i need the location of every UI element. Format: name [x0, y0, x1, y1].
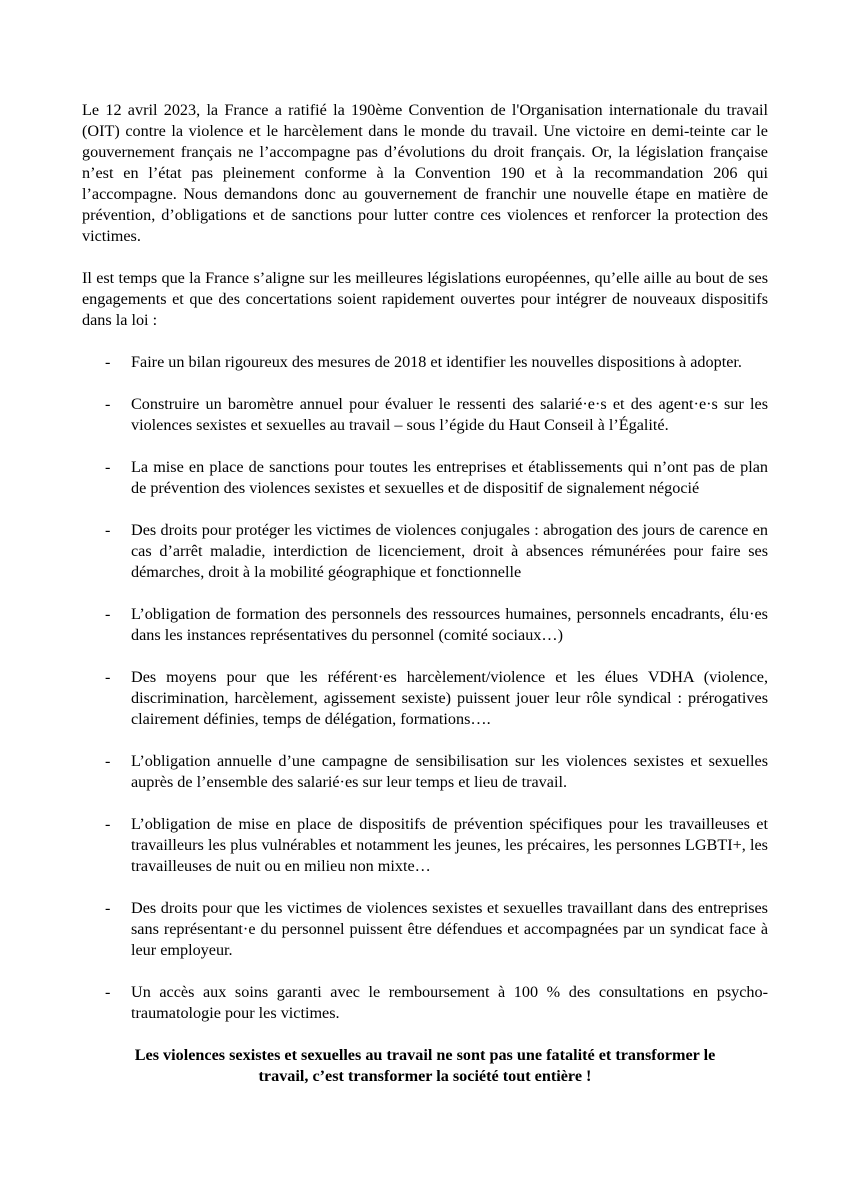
- list-item-text: L’obligation de formation des personnels des ressources humaines, personnels encadrants, élu·es dans les instances représentatives du personnel (comité sociaux…): [131, 605, 768, 644]
- list-item: [82, 520, 768, 583]
- bullet-dash: -: [105, 395, 111, 413]
- intro-paragraph-2: Il est temps que la France s’aligne sur les meilleures législations européennes, qu’elle aille au bout de ses engagements et que des concertations soient rapidement ouvertes pour intégrer de nouveaux dispositifs dans la loi :: [82, 269, 768, 329]
- demands-list: [82, 352, 768, 1024]
- list-item-text: Des moyens pour que les référent·es harcèlement/violence et les élues VDHA (violence, discrimination, harcèlement, agissement sexiste) puissent jouer leur rôle syndical : prérogatives clairement définies, temps de délégation, formations….: [131, 668, 768, 728]
- bullet-dash: -: [105, 752, 111, 770]
- list-item: [82, 352, 768, 373]
- bullet-dash: -: [105, 521, 111, 539]
- list-item: [82, 982, 768, 1024]
- bullet-dash: -: [105, 815, 111, 833]
- list-item: [82, 814, 768, 877]
- list-item: [82, 898, 768, 961]
- conclusion: [82, 1045, 768, 1087]
- list-item: [82, 457, 768, 499]
- list-item: [82, 751, 768, 793]
- list-item: [82, 604, 768, 646]
- list-item-text: Construire un baromètre annuel pour évaluer le ressenti des salarié·e·s et des agent·e·s sur les violences sexistes et sexuelles au travail – sous l’égide du Haut Conseil à l’Égalité.: [131, 395, 768, 434]
- document-page: [82, 100, 768, 1087]
- bullet-dash: -: [105, 605, 111, 623]
- list-item-text: Un accès aux soins garanti avec le remboursement à 100 % des consultations en psycho-traumatologie pour les victimes.: [131, 983, 768, 1022]
- list-item-text: Des droits pour que les victimes de violences sexistes et sexuelles travaillant dans des entreprises sans représentant·e du personnel puissent être défendues et accompagnées par un syndicat face à leur employeur.: [131, 899, 768, 959]
- list-item: [82, 394, 768, 436]
- list-item: [82, 667, 768, 730]
- list-item-text: La mise en place de sanctions pour toutes les entreprises et établissements qui n’ont pas de plan de prévention des violences sexistes et sexuelles et de dispositif de signalement négocié: [131, 458, 768, 497]
- list-item-text: L’obligation annuelle d’une campagne de sensibilisation sur les violences sexistes et sexuelles auprès de l’ensemble des salarié·es sur leur temps et lieu de travail.: [131, 752, 768, 791]
- intro-paragraph-1: Le 12 avril 2023, la France a ratifié la 190ème Convention de l'Organisation internationale du travail (OIT) contre la violence et le harcèlement dans le monde du travail. Une victoire en demi-teinte car le gouvernement français ne l’accompagne pas d’évolutions du droit français. Or, la législation française n’est en l’état pas pleinement conforme à la Convention 190 et à la recommandation 206 qui l’accompagne. Nous demandons donc au gouvernement de franchir une nouvelle étape en matière de prévention, d’obligations et de sanctions pour lutter contre ces violences et renforcer la protection des victimes.: [82, 101, 768, 245]
- bullet-dash: -: [105, 458, 111, 476]
- list-item-text: L’obligation de mise en place de dispositifs de prévention spécifiques pour les travailleuses et travailleurs les plus vulnérables et notamment les jeunes, les précaires, les personnes LGBTI+, les travailleuses de nuit ou en milieu non mixte…: [131, 815, 768, 875]
- conclusion-line-2: travail, c’est transformer la société tout entière !: [258, 1067, 592, 1085]
- bullet-dash: -: [105, 353, 111, 371]
- list-item-text: Des droits pour protéger les victimes de violences conjugales : abrogation des jours de carence en cas d’arrêt maladie, interdiction de licenciement, droit à absences rémunérées pour faire ses démarches, droit à la mobilité géographique et fonctionnelle: [131, 521, 768, 581]
- list-item-text: Faire un bilan rigoureux des mesures de 2018 et identifier les nouvelles dispositions à adopter.: [131, 353, 742, 371]
- bullet-dash: -: [105, 983, 111, 1001]
- bullet-dash: -: [105, 668, 111, 686]
- bullet-dash: -: [105, 899, 111, 917]
- conclusion-line-1: Les violences sexistes et sexuelles au travail ne sont pas une fatalité et transformer le: [134, 1046, 716, 1064]
